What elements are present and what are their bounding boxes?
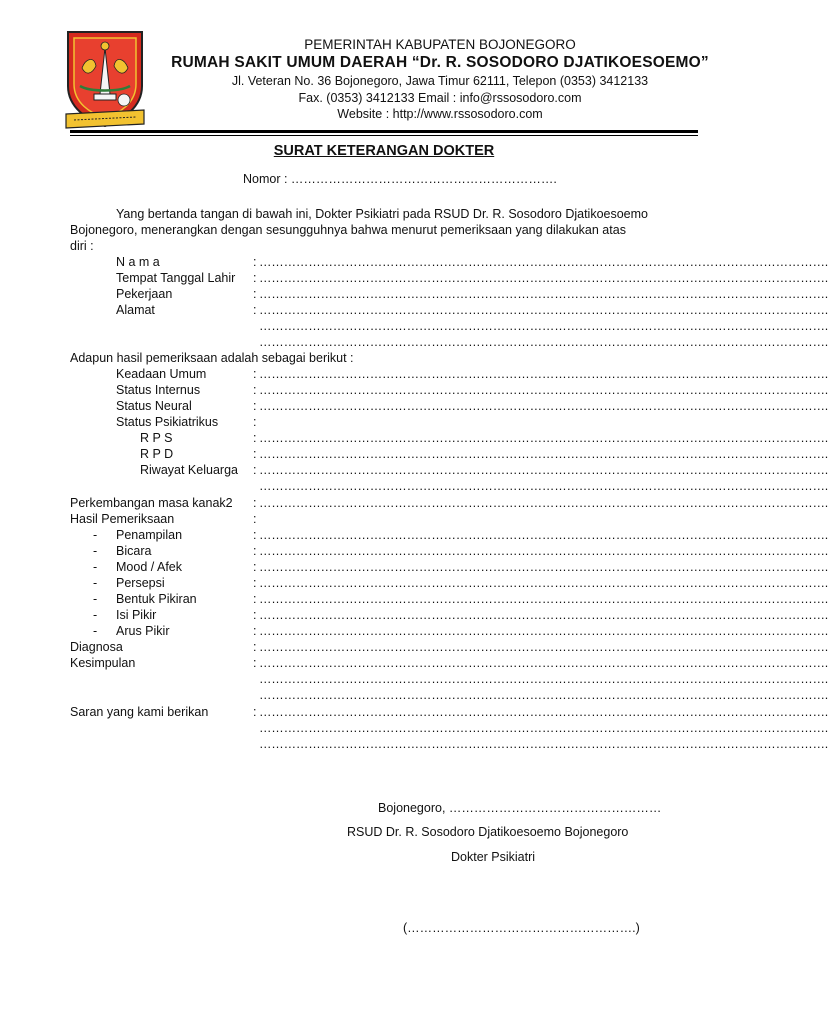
field-pekerjaan[interactable]: ………………………………………………………………………………………………………………………….: [259, 287, 828, 301]
field-status-neural[interactable]: ………………………………………………………………………………………………………………………….: [259, 399, 828, 413]
colon: :: [253, 544, 257, 558]
label-bentuk-pikiran: Bentuk Pikiran: [116, 592, 197, 606]
letterhead-address: Jl. Veteran No. 36 Bojonegoro, Jawa Timur 62111, Telepon (0353) 3412133: [231, 74, 649, 88]
label-saran: Saran yang kami berikan: [70, 705, 209, 719]
field-mood-afek[interactable]: ………………………………………………………………………………………………………………………….: [259, 560, 828, 574]
letterhead-government: PEMERINTAH KABUPATEN BOJONEGORO: [304, 37, 576, 52]
colon: :: [253, 367, 257, 381]
intro-line-1: Yang bertanda tangan di bawah ini, Dokter Psikiatri pada RSUD Dr. R. Sosodoro Djatikoesoemo: [116, 207, 648, 221]
bullet-dash: -: [93, 544, 98, 558]
hospital-logo-icon: [60, 28, 150, 132]
field-penampilan[interactable]: ………………………………………………………………………………………………………………………….: [259, 528, 828, 542]
colon: :: [253, 463, 257, 477]
label-arus-pikir: Arus Pikir: [116, 624, 170, 638]
label-hasil-pemeriksaan: Hasil Pemeriksaan: [70, 512, 175, 526]
field-kesimpulan-line-3[interactable]: ………………………………………………………………………………………………………………………….: [259, 688, 828, 702]
letterhead-hospital-name: RUMAH SAKIT UMUM DAERAH “Dr. R. SOSODORO DJATIKOESOEMO”: [171, 54, 709, 71]
colon: :: [253, 512, 257, 526]
colon: :: [253, 640, 257, 654]
field-kesimpulan[interactable]: ………………………………………………………………………………………………………………………….: [259, 656, 828, 670]
field-status-internus[interactable]: ………………………………………………………………………………………………………………………….: [259, 383, 828, 397]
field-saran[interactable]: ………………………………………………………………………………………………………………………….: [259, 705, 828, 719]
colon: :: [253, 271, 257, 285]
signature-role: Dokter Psikiatri: [451, 850, 536, 864]
field-bicara[interactable]: ………………………………………………………………………………………………………………………….: [259, 544, 828, 558]
field-rps[interactable]: ………………………………………………………………………………………………………………………….: [259, 431, 828, 445]
colon: :: [253, 255, 257, 269]
field-isi-pikir[interactable]: ………………………………………………………………………………………………………………………….: [259, 608, 828, 622]
label-keadaan-umum: Keadaan Umum: [116, 367, 207, 381]
label-riwayat-keluarga: Riwayat Keluarga: [140, 463, 238, 477]
intro-line-2: Bojonegoro, menerangkan dengan sesungguhnya bahwa menurut pemeriksaan yang dilakukan atas: [70, 223, 626, 237]
field-alamat[interactable]: ………………………………………………………………………………………………………………………….: [259, 303, 828, 317]
label-mood-afek: Mood / Afek: [116, 560, 183, 574]
colon: :: [253, 592, 257, 606]
bullet-dash: -: [93, 560, 98, 574]
signature-institution: RSUD Dr. R. Sosodoro Djatikoesoemo Bojonegoro: [347, 825, 629, 839]
colon: :: [253, 705, 257, 719]
field-saran-line-2[interactable]: ………………………………………………………………………………………………………………………….: [259, 721, 828, 735]
field-arus-pikir[interactable]: ………………………………………………………………………………………………………………………….: [259, 624, 828, 638]
label-rpd: R P D: [140, 447, 174, 461]
colon: :: [253, 608, 257, 622]
signature-place-date: Bojonegoro, ……………………………………………: [378, 801, 662, 815]
letterhead-rule-thin: [70, 135, 698, 136]
field-riwayat-keluarga[interactable]: ………………………………………………………………………………………………………………………….: [259, 463, 828, 477]
document-title-text: SURAT KETERANGAN DOKTER: [273, 143, 495, 159]
label-status-internus: Status Internus: [116, 383, 201, 397]
field-bentuk-pikiran[interactable]: ………………………………………………………………………………………………………………………….: [259, 592, 828, 606]
intro-line-3: diri :: [70, 239, 94, 253]
field-nama[interactable]: ………………………………………………………………………………………………………………………….: [259, 255, 828, 269]
colon: :: [253, 656, 257, 670]
label-penampilan: Penampilan: [116, 528, 183, 542]
document-title: [0, 143, 768, 159]
document-number: Nomor : ……………………………………………………….: [243, 172, 557, 186]
label-bicara: Bicara: [116, 544, 152, 558]
field-kesimpulan-line-2[interactable]: ………………………………………………………………………………………………………………………….: [259, 672, 828, 686]
label-isi-pikir: Isi Pikir: [116, 608, 157, 622]
letterhead-fax-email: Fax. (0353) 3412133 Email : info@rssosodoro.com: [298, 91, 582, 105]
label-diagnosa: Diagnosa: [70, 640, 123, 654]
label-alamat: Alamat: [116, 303, 155, 317]
colon: :: [253, 399, 257, 413]
bullet-dash: -: [93, 528, 98, 542]
field-perkembangan[interactable]: ………………………………………………………………………………………………………………………….: [259, 496, 828, 510]
results-heading: Adapun hasil pemeriksaan adalah sebagai berikut :: [70, 351, 354, 365]
bullet-dash: -: [93, 592, 98, 606]
colon: :: [253, 383, 257, 397]
colon: :: [253, 528, 257, 542]
colon: :: [253, 447, 257, 461]
letterhead-website: Website : http://www.rssosodoro.com: [337, 107, 543, 121]
label-tempat-tanggal-lahir: Tempat Tanggal Lahir: [116, 271, 236, 285]
field-saran-line-3[interactable]: ………………………………………………………………………………………………………………………….: [259, 737, 828, 751]
colon: :: [253, 287, 257, 301]
colon: :: [253, 303, 257, 317]
bullet-dash: -: [93, 624, 98, 638]
field-keadaan-umum[interactable]: ………………………………………………………………………………………………………………………….: [259, 367, 828, 381]
signature-name-blank: (……………………………………………….): [403, 921, 640, 935]
label-status-neural: Status Neural: [116, 399, 192, 413]
field-rpd[interactable]: ………………………………………………………………………………………………………………………….: [259, 447, 828, 461]
colon: :: [253, 624, 257, 638]
colon: :: [253, 560, 257, 574]
field-alamat-line-2[interactable]: ………………………………………………………………………………………………………………………….: [259, 319, 828, 333]
colon: :: [253, 415, 257, 429]
label-nama: N a m a: [116, 255, 160, 269]
letterhead-rule-thick: [70, 130, 698, 133]
bullet-dash: -: [93, 576, 98, 590]
label-pekerjaan: Pekerjaan: [116, 287, 173, 301]
colon: :: [253, 496, 257, 510]
label-rps: R P S: [140, 431, 173, 445]
colon: :: [253, 431, 257, 445]
label-status-psikiatrikus: Status Psikiatrikus: [116, 415, 219, 429]
field-diagnosa[interactable]: ………………………………………………………………………………………………………………………….: [259, 640, 828, 654]
field-alamat-line-3[interactable]: ………………………………………………………………………………………………………………………….: [259, 335, 828, 349]
label-kesimpulan: Kesimpulan: [70, 656, 136, 670]
label-perkembangan: Perkembangan masa kanak2: [70, 496, 233, 510]
field-persepsi[interactable]: ………………………………………………………………………………………………………………………….: [259, 576, 828, 590]
label-persepsi: Persepsi: [116, 576, 165, 590]
field-riwayat-keluarga-line-2[interactable]: ………………………………………………………………………………………………………………………….: [259, 479, 828, 493]
bullet-dash: -: [93, 608, 98, 622]
colon: :: [253, 576, 257, 590]
field-tempat-tanggal-lahir[interactable]: ………………………………………………………………………………………………………………………….: [259, 271, 828, 285]
